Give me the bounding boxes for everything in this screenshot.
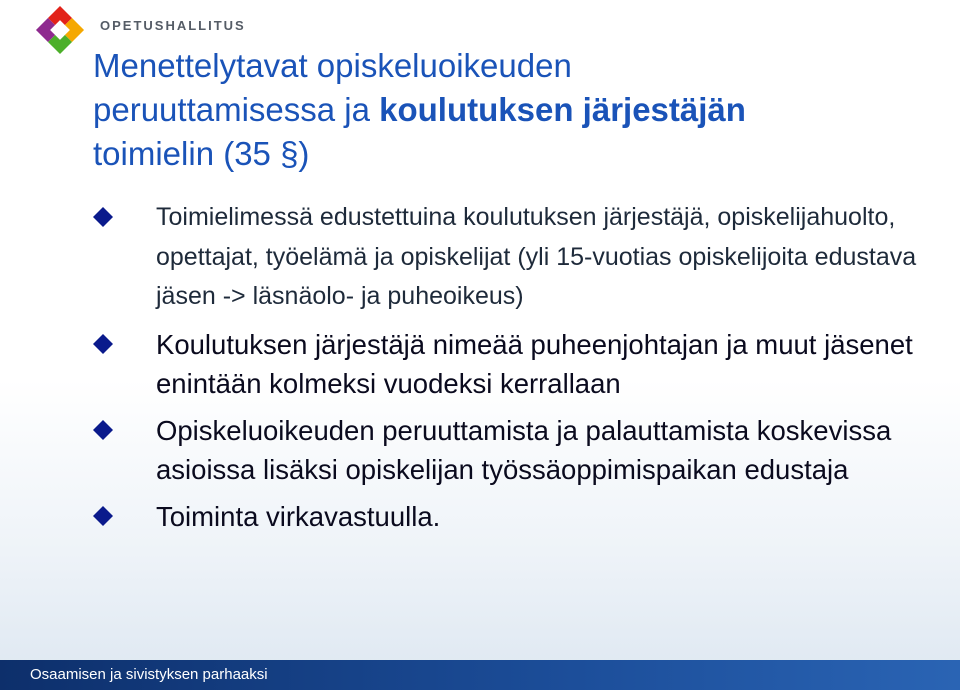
bullet-text: Opiskeluoikeuden peruuttamista ja palauttamista koskevissa asioissa lisäksi opiskelijan työssäoppimispaikan edustaja: [156, 414, 892, 485]
title-line-3: toimielin (35 §): [93, 135, 310, 172]
bullet-item: [92, 411, 932, 489]
bullet-item: [92, 325, 932, 403]
slide-title: [93, 44, 913, 176]
bullet-item: [92, 497, 932, 536]
title-line-1: Menettelytavat opiskeluoikeuden: [93, 47, 572, 84]
footer-slogan: Osaamisen ja sivistyksen parhaaksi: [30, 666, 268, 683]
bullet-text: Toimielimessä edustettuina koulutuksen järjestäjä, opiskelijahuolto, opettajat, työelämä ja opiskelijat (yli 15-vuotias opiskelijoita edustava jäsen -> läsnäolo- ja puheoikeus): [156, 203, 917, 310]
title-line-2-regular: peruuttamisessa ja: [93, 91, 380, 128]
footer-bar: [0, 660, 960, 690]
brand-name: OPETUSHALLITUS: [100, 18, 246, 33]
diamond-bullet-icon: [92, 505, 114, 527]
title-line-2: [93, 88, 913, 132]
opetushallitus-logo-icon: [30, 4, 90, 56]
diamond-bullet-icon: [92, 419, 114, 441]
bullet-item: [92, 198, 932, 317]
bullet-text: Toiminta virkavastuulla.: [156, 500, 441, 532]
diamond-bullet-icon: [92, 333, 114, 355]
bullet-list: [92, 198, 932, 544]
diamond-bullet-icon: [92, 206, 114, 228]
title-line-2-bold: koulutuksen järjestäjän: [379, 91, 746, 128]
bullet-text: Koulutuksen järjestäjä nimeää puheenjohtajan ja muut jäsenet enintään kolmeksi vuodeksi kerrallaan: [156, 328, 913, 399]
